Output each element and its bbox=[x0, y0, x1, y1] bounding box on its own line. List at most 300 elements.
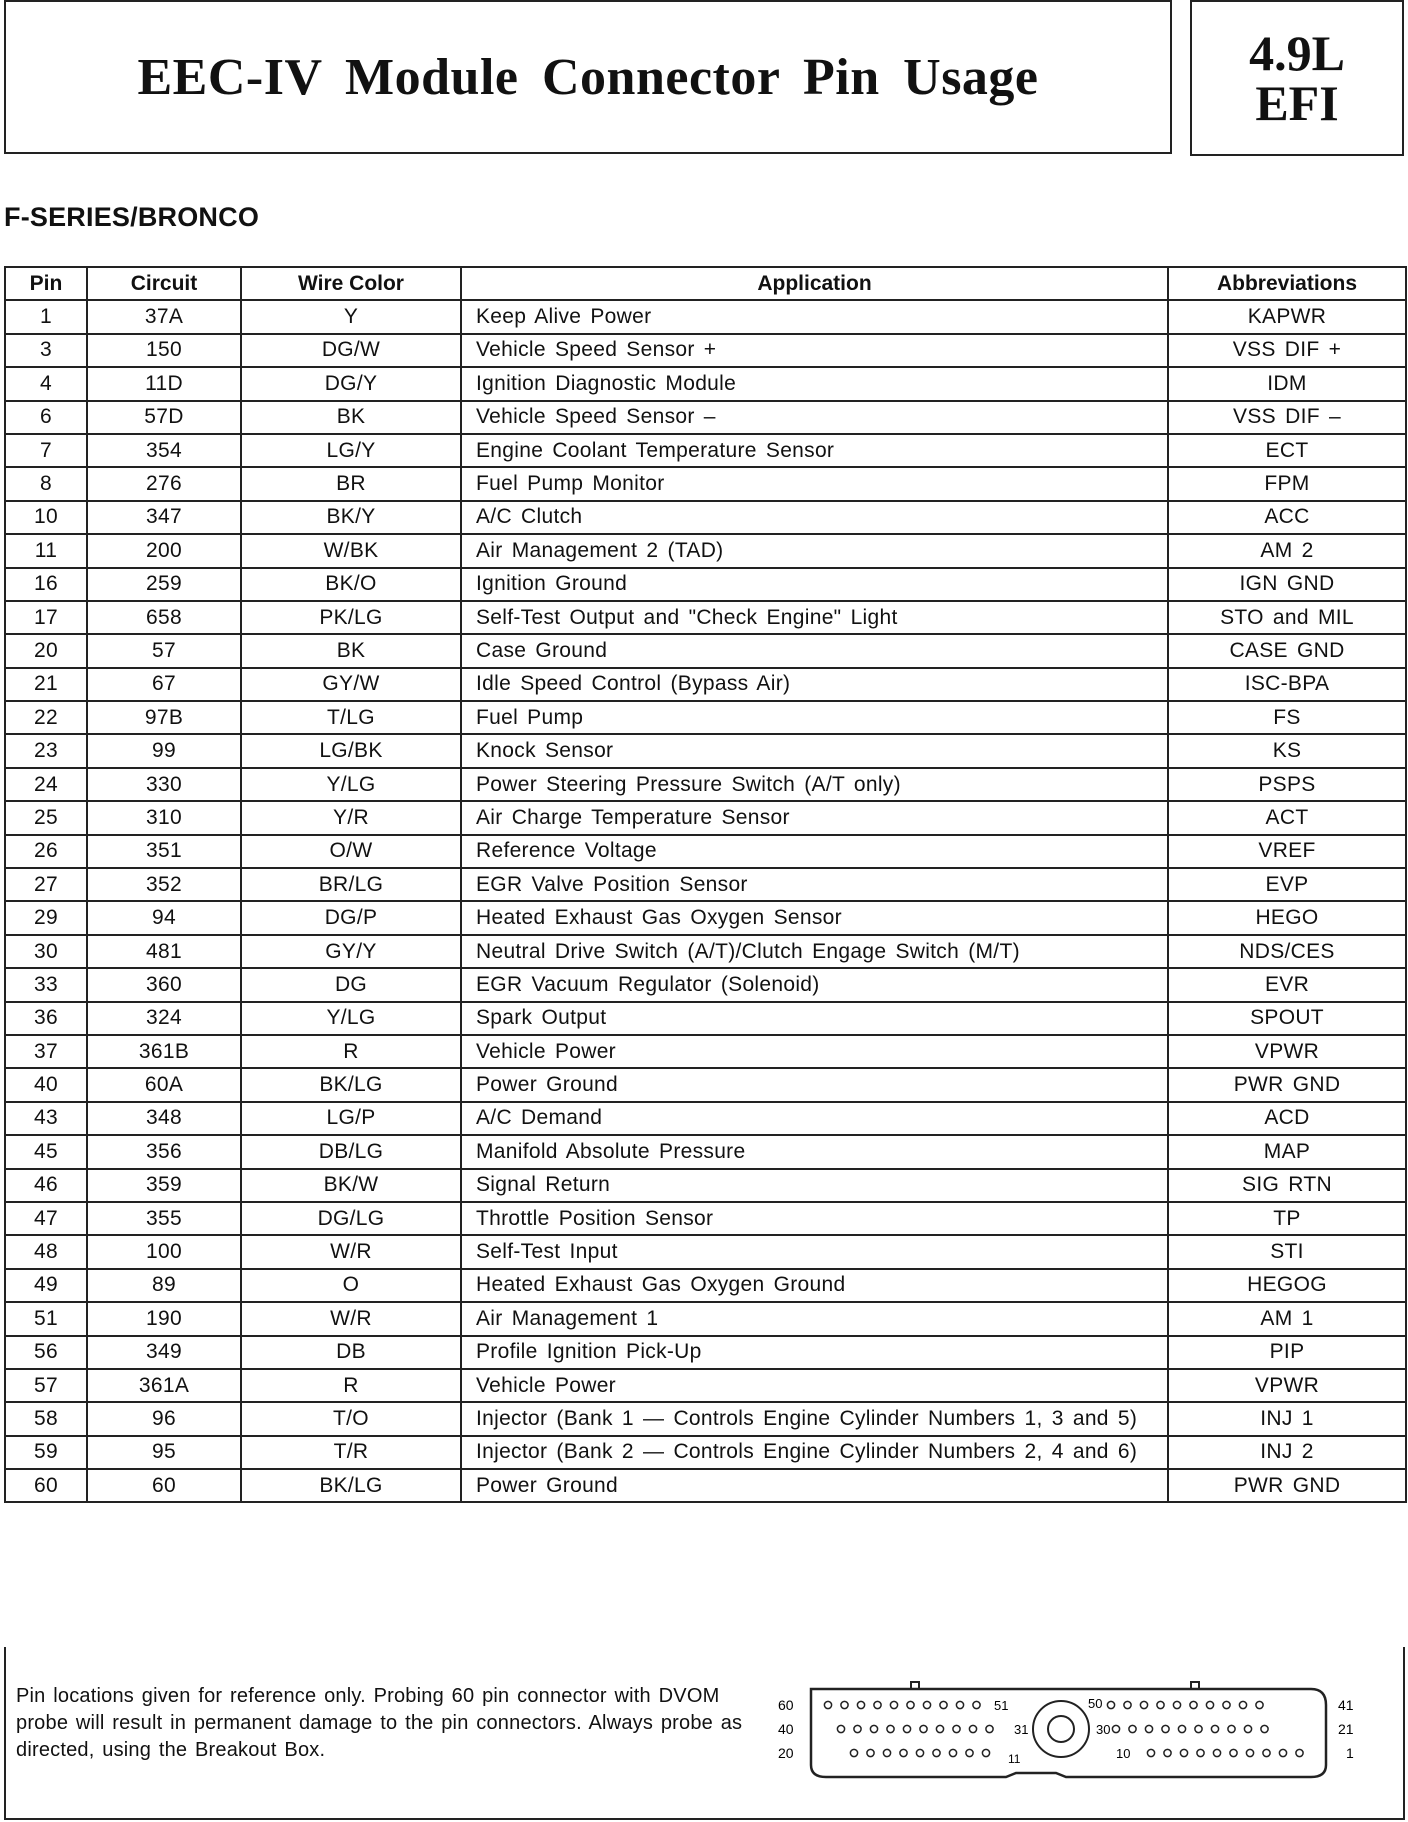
table-row bbox=[5, 501, 1406, 534]
pin-hole bbox=[1107, 1701, 1114, 1708]
pin-hole bbox=[966, 1749, 973, 1756]
cell-circuit: 60 bbox=[87, 1469, 241, 1502]
connector-label-40: 40 bbox=[778, 1721, 794, 1737]
cell-wire-color: PK/LG bbox=[241, 601, 461, 634]
cell-circuit: 360 bbox=[87, 968, 241, 1001]
pin-hole bbox=[1223, 1701, 1230, 1708]
connector-label-60: 60 bbox=[778, 1697, 794, 1713]
cell-application: Vehicle Power bbox=[461, 1035, 1168, 1068]
pin-hole bbox=[907, 1701, 914, 1708]
cell-wire-color: BK/Y bbox=[241, 501, 461, 534]
cell-abbreviation: ACT bbox=[1168, 801, 1406, 834]
cell-wire-color: BK/O bbox=[241, 568, 461, 601]
pin-usage-table bbox=[4, 266, 1407, 1503]
pin-hole bbox=[1261, 1725, 1268, 1732]
cell-abbreviation: EVP bbox=[1168, 868, 1406, 901]
cell-circuit: 347 bbox=[87, 501, 241, 534]
pin-hole bbox=[1178, 1725, 1185, 1732]
cell-circuit: 324 bbox=[87, 1002, 241, 1035]
cell-pin: 56 bbox=[5, 1336, 87, 1369]
cell-application: Ignition Ground bbox=[461, 568, 1168, 601]
cell-abbreviation: PWR GND bbox=[1168, 1469, 1406, 1502]
cell-application: Fuel Pump bbox=[461, 701, 1168, 734]
cell-circuit: 57D bbox=[87, 401, 241, 434]
cell-wire-color: BK/LG bbox=[241, 1068, 461, 1101]
pin-hole bbox=[1228, 1725, 1235, 1732]
col-header-abbreviations: Abbreviations bbox=[1168, 267, 1406, 300]
connector-label-11: 11 bbox=[1008, 1752, 1021, 1766]
cell-abbreviation: IDM bbox=[1168, 367, 1406, 400]
cell-pin: 36 bbox=[5, 1002, 87, 1035]
pin-hole bbox=[933, 1749, 940, 1756]
footer-panel bbox=[4, 1647, 1405, 1820]
cell-circuit: 37A bbox=[87, 300, 241, 333]
pin-hole bbox=[1173, 1701, 1180, 1708]
connector-label-41: 41 bbox=[1338, 1697, 1354, 1713]
cell-circuit: 310 bbox=[87, 801, 241, 834]
cell-abbreviation: PSPS bbox=[1168, 768, 1406, 801]
cell-wire-color: BR/LG bbox=[241, 868, 461, 901]
pin-hole bbox=[1246, 1749, 1253, 1756]
table-row bbox=[5, 668, 1406, 701]
cell-application: Heated Exhaust Gas Oxygen Sensor bbox=[461, 901, 1168, 934]
cell-application: Power Ground bbox=[461, 1068, 1168, 1101]
cell-abbreviation: STO and MIL bbox=[1168, 601, 1406, 634]
cell-circuit: 57 bbox=[87, 634, 241, 667]
page-title: EEC-IV Module Connector Pin Usage bbox=[137, 48, 1039, 106]
table-row bbox=[5, 935, 1406, 968]
table-row bbox=[5, 1002, 1406, 1035]
pin-hole bbox=[1213, 1749, 1220, 1756]
cell-abbreviation: AM 2 bbox=[1168, 534, 1406, 567]
cell-pin: 51 bbox=[5, 1302, 87, 1335]
cell-circuit: 11D bbox=[87, 367, 241, 400]
cell-abbreviation: FS bbox=[1168, 701, 1406, 734]
pin-hole bbox=[1112, 1725, 1119, 1732]
pin-hole bbox=[850, 1749, 857, 1756]
cell-application: Manifold Absolute Pressure bbox=[461, 1135, 1168, 1168]
cell-application: Idle Speed Control (Bypass Air) bbox=[461, 668, 1168, 701]
pin-hole bbox=[857, 1701, 864, 1708]
cell-pin: 59 bbox=[5, 1436, 87, 1469]
cell-application: Heated Exhaust Gas Oxygen Ground bbox=[461, 1269, 1168, 1302]
cell-application: Self-Test Input bbox=[461, 1235, 1168, 1268]
cell-abbreviation: VREF bbox=[1168, 835, 1406, 868]
pin-hole bbox=[874, 1701, 881, 1708]
cell-wire-color: T/O bbox=[241, 1402, 461, 1435]
pin-hole bbox=[920, 1725, 927, 1732]
pin-hole bbox=[986, 1725, 993, 1732]
cell-circuit: 359 bbox=[87, 1169, 241, 1202]
col-header-pin: Pin bbox=[5, 267, 87, 300]
cell-pin: 33 bbox=[5, 968, 87, 1001]
cell-application: Ignition Diagnostic Module bbox=[461, 367, 1168, 400]
cell-pin: 46 bbox=[5, 1169, 87, 1202]
table-row bbox=[5, 467, 1406, 500]
pin-hole bbox=[890, 1701, 897, 1708]
table-row bbox=[5, 968, 1406, 1001]
cell-wire-color: R bbox=[241, 1369, 461, 1402]
cell-circuit: 60A bbox=[87, 1068, 241, 1101]
cell-pin: 40 bbox=[5, 1068, 87, 1101]
pin-hole bbox=[1211, 1725, 1218, 1732]
table-row bbox=[5, 1402, 1406, 1435]
pin-hole bbox=[953, 1725, 960, 1732]
cell-pin: 6 bbox=[5, 401, 87, 434]
pin-hole bbox=[900, 1749, 907, 1756]
cell-abbreviation: ACD bbox=[1168, 1102, 1406, 1135]
cell-wire-color: R bbox=[241, 1035, 461, 1068]
cell-application: Vehicle Speed Sensor + bbox=[461, 334, 1168, 367]
cell-circuit: 361A bbox=[87, 1369, 241, 1402]
pin-hole bbox=[1263, 1749, 1270, 1756]
engine-displacement: 4.9L bbox=[1249, 25, 1345, 81]
cell-pin: 23 bbox=[5, 734, 87, 767]
cell-wire-color: Y bbox=[241, 300, 461, 333]
table-row bbox=[5, 1235, 1406, 1268]
cell-application: Spark Output bbox=[461, 1002, 1168, 1035]
pin-hole bbox=[837, 1725, 844, 1732]
pin-hole bbox=[1195, 1725, 1202, 1732]
cell-circuit: 361B bbox=[87, 1035, 241, 1068]
table-row bbox=[5, 1202, 1406, 1235]
cell-application: Air Management 1 bbox=[461, 1302, 1168, 1335]
table-row bbox=[5, 1369, 1406, 1402]
cell-wire-color: DB bbox=[241, 1336, 461, 1369]
cell-abbreviation: INJ 1 bbox=[1168, 1402, 1406, 1435]
pin-hole bbox=[1124, 1701, 1131, 1708]
cell-abbreviation: INJ 2 bbox=[1168, 1436, 1406, 1469]
cell-wire-color: BK/LG bbox=[241, 1469, 461, 1502]
cell-wire-color: W/R bbox=[241, 1235, 461, 1268]
cell-application: Reference Voltage bbox=[461, 835, 1168, 868]
table-row bbox=[5, 1169, 1406, 1202]
cell-circuit: 658 bbox=[87, 601, 241, 634]
connector-label-30: 30 bbox=[1096, 1722, 1111, 1737]
cell-application: EGR Vacuum Regulator (Solenoid) bbox=[461, 968, 1168, 1001]
pin-hole bbox=[883, 1749, 890, 1756]
pin-hole bbox=[1296, 1749, 1303, 1756]
cell-application: Injector (Bank 1 — Controls Engine Cylinder Numbers 1, 3 and 5) bbox=[461, 1402, 1168, 1435]
cell-application: Air Management 2 (TAD) bbox=[461, 534, 1168, 567]
table-row bbox=[5, 1135, 1406, 1168]
pin-hole bbox=[1239, 1701, 1246, 1708]
cell-pin: 48 bbox=[5, 1235, 87, 1268]
connector-label-10: 10 bbox=[1116, 1746, 1131, 1761]
cell-wire-color: BK bbox=[241, 401, 461, 434]
cell-application: Vehicle Speed Sensor – bbox=[461, 401, 1168, 434]
pin-hole bbox=[854, 1725, 861, 1732]
cell-pin: 20 bbox=[5, 634, 87, 667]
cell-pin: 22 bbox=[5, 701, 87, 734]
cell-circuit: 481 bbox=[87, 935, 241, 968]
cell-wire-color: LG/BK bbox=[241, 734, 461, 767]
table-row bbox=[5, 401, 1406, 434]
cell-pin: 17 bbox=[5, 601, 87, 634]
connector-label-50: 50 bbox=[1088, 1696, 1103, 1711]
table-row bbox=[5, 434, 1406, 467]
cell-wire-color: DG/LG bbox=[241, 1202, 461, 1235]
table-row bbox=[5, 734, 1406, 767]
cell-circuit: 95 bbox=[87, 1436, 241, 1469]
cell-application: Keep Alive Power bbox=[461, 300, 1168, 333]
cell-pin: 1 bbox=[5, 300, 87, 333]
pin-hole bbox=[940, 1701, 947, 1708]
cell-wire-color: LG/P bbox=[241, 1102, 461, 1135]
connector-pin-holes bbox=[824, 1701, 1303, 1756]
cell-wire-color: GY/W bbox=[241, 668, 461, 701]
cell-pin: 27 bbox=[5, 868, 87, 901]
connector-label-31: 31 bbox=[1014, 1722, 1029, 1737]
cell-application: Fuel Pump Monitor bbox=[461, 467, 1168, 500]
cell-circuit: 355 bbox=[87, 1202, 241, 1235]
table-row bbox=[5, 1336, 1406, 1369]
cell-application: Power Steering Pressure Switch (A/T only) bbox=[461, 768, 1168, 801]
cell-circuit: 89 bbox=[87, 1269, 241, 1302]
cell-application: Engine Coolant Temperature Sensor bbox=[461, 434, 1168, 467]
pin-hole bbox=[956, 1701, 963, 1708]
cell-abbreviation: EVR bbox=[1168, 968, 1406, 1001]
cell-pin: 29 bbox=[5, 901, 87, 934]
cell-abbreviation: IGN GND bbox=[1168, 568, 1406, 601]
cell-abbreviation: VPWR bbox=[1168, 1369, 1406, 1402]
cell-circuit: 330 bbox=[87, 768, 241, 801]
table-row bbox=[5, 1102, 1406, 1135]
cell-pin: 21 bbox=[5, 668, 87, 701]
cell-circuit: 190 bbox=[87, 1302, 241, 1335]
table-row bbox=[5, 601, 1406, 634]
col-header-wire-color: Wire Color bbox=[241, 267, 461, 300]
cell-wire-color: DB/LG bbox=[241, 1135, 461, 1168]
engine-fuel-system: EFI bbox=[1255, 75, 1339, 131]
connector-label-21: 21 bbox=[1338, 1721, 1354, 1737]
cell-pin: 58 bbox=[5, 1402, 87, 1435]
pin-hole bbox=[1279, 1749, 1286, 1756]
cell-pin: 30 bbox=[5, 935, 87, 968]
table-row bbox=[5, 1302, 1406, 1335]
table-row bbox=[5, 701, 1406, 734]
pin-hole bbox=[903, 1725, 910, 1732]
cell-pin: 25 bbox=[5, 801, 87, 834]
pin-hole bbox=[1197, 1749, 1204, 1756]
cell-pin: 45 bbox=[5, 1135, 87, 1168]
cell-abbreviation: PWR GND bbox=[1168, 1068, 1406, 1101]
pin-hole bbox=[1145, 1725, 1152, 1732]
pin-hole bbox=[1244, 1725, 1251, 1732]
table-row bbox=[5, 534, 1406, 567]
pin-hole bbox=[841, 1701, 848, 1708]
cell-circuit: 356 bbox=[87, 1135, 241, 1168]
cell-pin: 60 bbox=[5, 1469, 87, 1502]
cell-abbreviation: FPM bbox=[1168, 467, 1406, 500]
cell-wire-color: DG/W bbox=[241, 334, 461, 367]
table-row bbox=[5, 1068, 1406, 1101]
cell-pin: 37 bbox=[5, 1035, 87, 1068]
cell-circuit: 351 bbox=[87, 835, 241, 868]
cell-abbreviation: PIP bbox=[1168, 1336, 1406, 1369]
engine-badge bbox=[1190, 0, 1404, 156]
cell-abbreviation: TP bbox=[1168, 1202, 1406, 1235]
cell-pin: 3 bbox=[5, 334, 87, 367]
pin-hole bbox=[916, 1749, 923, 1756]
cell-wire-color: W/R bbox=[241, 1302, 461, 1335]
cell-wire-color: O bbox=[241, 1269, 461, 1302]
cell-wire-color: BR bbox=[241, 467, 461, 500]
cell-wire-color: LG/Y bbox=[241, 434, 461, 467]
cell-pin: 26 bbox=[5, 835, 87, 868]
cell-circuit: 67 bbox=[87, 668, 241, 701]
connector-label-1: 1 bbox=[1346, 1745, 1354, 1761]
cell-wire-color: Y/LG bbox=[241, 768, 461, 801]
cell-abbreviation: KAPWR bbox=[1168, 300, 1406, 333]
cell-application: EGR Valve Position Sensor bbox=[461, 868, 1168, 901]
pin-hole bbox=[1140, 1701, 1147, 1708]
pin-hole bbox=[982, 1749, 989, 1756]
cell-abbreviation: VSS DIF – bbox=[1168, 401, 1406, 434]
cell-wire-color: DG bbox=[241, 968, 461, 1001]
cell-abbreviation: ISC-BPA bbox=[1168, 668, 1406, 701]
col-header-application: Application bbox=[461, 267, 1168, 300]
connector-center-bolt-inner bbox=[1048, 1716, 1074, 1742]
cell-abbreviation: KS bbox=[1168, 734, 1406, 767]
cell-pin: 49 bbox=[5, 1269, 87, 1302]
table-row bbox=[5, 1436, 1406, 1469]
cell-abbreviation: SIG RTN bbox=[1168, 1169, 1406, 1202]
table-row bbox=[5, 868, 1406, 901]
cell-wire-color: W/BK bbox=[241, 534, 461, 567]
cell-application: Throttle Position Sensor bbox=[461, 1202, 1168, 1235]
table-row bbox=[5, 1035, 1406, 1068]
cell-circuit: 259 bbox=[87, 568, 241, 601]
pin-hole bbox=[949, 1749, 956, 1756]
cell-application: Neutral Drive Switch (A/T)/Clutch Engage Switch (M/T) bbox=[461, 935, 1168, 968]
cell-abbreviation: STI bbox=[1168, 1235, 1406, 1268]
cell-circuit: 349 bbox=[87, 1336, 241, 1369]
cell-wire-color: T/R bbox=[241, 1436, 461, 1469]
table-row bbox=[5, 801, 1406, 834]
cell-application: Power Ground bbox=[461, 1469, 1168, 1502]
cell-pin: 47 bbox=[5, 1202, 87, 1235]
connector-center-bolt-outer bbox=[1033, 1701, 1089, 1757]
cell-pin: 24 bbox=[5, 768, 87, 801]
cell-wire-color: DG/Y bbox=[241, 367, 461, 400]
cell-wire-color: GY/Y bbox=[241, 935, 461, 968]
cell-wire-color: O/W bbox=[241, 835, 461, 868]
cell-abbreviation: VSS DIF + bbox=[1168, 334, 1406, 367]
cell-application: Air Charge Temperature Sensor bbox=[461, 801, 1168, 834]
col-header-circuit: Circuit bbox=[87, 267, 241, 300]
connector-label-51: 51 bbox=[994, 1698, 1009, 1713]
cell-application: A/C Clutch bbox=[461, 501, 1168, 534]
table-row bbox=[5, 901, 1406, 934]
pin-hole bbox=[1230, 1749, 1237, 1756]
cell-wire-color: BK/W bbox=[241, 1169, 461, 1202]
cell-wire-color: Y/R bbox=[241, 801, 461, 834]
pin-hole bbox=[923, 1701, 930, 1708]
pin-hole bbox=[867, 1749, 874, 1756]
table-row bbox=[5, 1269, 1406, 1302]
cell-circuit: 352 bbox=[87, 868, 241, 901]
table-row bbox=[5, 300, 1406, 333]
cell-wire-color: Y/LG bbox=[241, 1002, 461, 1035]
cell-application: Signal Return bbox=[461, 1169, 1168, 1202]
connector-label-20: 20 bbox=[778, 1745, 794, 1761]
cell-circuit: 97B bbox=[87, 701, 241, 734]
cell-pin: 4 bbox=[5, 367, 87, 400]
cell-abbreviation: HEGOG bbox=[1168, 1269, 1406, 1302]
table-row bbox=[5, 367, 1406, 400]
cell-circuit: 348 bbox=[87, 1102, 241, 1135]
cell-pin: 43 bbox=[5, 1102, 87, 1135]
pin-hole bbox=[870, 1725, 877, 1732]
cell-application: Self-Test Output and "Check Engine" Light bbox=[461, 601, 1168, 634]
cell-application: Profile Ignition Pick-Up bbox=[461, 1336, 1168, 1369]
cell-application: A/C Demand bbox=[461, 1102, 1168, 1135]
cell-circuit: 276 bbox=[87, 467, 241, 500]
pin-hole bbox=[1129, 1725, 1136, 1732]
cell-pin: 11 bbox=[5, 534, 87, 567]
connector-diagram bbox=[766, 1677, 1366, 1787]
cell-circuit: 96 bbox=[87, 1402, 241, 1435]
cell-abbreviation: AM 1 bbox=[1168, 1302, 1406, 1335]
cell-circuit: 100 bbox=[87, 1235, 241, 1268]
cell-wire-color: T/LG bbox=[241, 701, 461, 734]
table-header-row bbox=[5, 267, 1406, 300]
pin-hole bbox=[1162, 1725, 1169, 1732]
cell-circuit: 94 bbox=[87, 901, 241, 934]
cell-abbreviation: VPWR bbox=[1168, 1035, 1406, 1068]
cell-circuit: 200 bbox=[87, 534, 241, 567]
cell-application: Case Ground bbox=[461, 634, 1168, 667]
pin-hole bbox=[936, 1725, 943, 1732]
pin-hole bbox=[887, 1725, 894, 1732]
pin-hole bbox=[969, 1725, 976, 1732]
table-row bbox=[5, 334, 1406, 367]
cell-pin: 8 bbox=[5, 467, 87, 500]
pin-hole bbox=[824, 1701, 831, 1708]
pin-hole bbox=[1256, 1701, 1263, 1708]
table-row bbox=[5, 634, 1406, 667]
pin-hole bbox=[1164, 1749, 1171, 1756]
cell-wire-color: DG/P bbox=[241, 901, 461, 934]
table-row bbox=[5, 568, 1406, 601]
pin-hole bbox=[973, 1701, 980, 1708]
cell-abbreviation: HEGO bbox=[1168, 901, 1406, 934]
table-row bbox=[5, 768, 1406, 801]
cell-pin: 7 bbox=[5, 434, 87, 467]
cell-abbreviation: ACC bbox=[1168, 501, 1406, 534]
cell-pin: 57 bbox=[5, 1369, 87, 1402]
section-title: F-SERIES/BRONCO bbox=[4, 202, 260, 232]
table-row bbox=[5, 835, 1406, 868]
cell-abbreviation: MAP bbox=[1168, 1135, 1406, 1168]
cell-pin: 10 bbox=[5, 501, 87, 534]
cell-abbreviation: ECT bbox=[1168, 434, 1406, 467]
cell-application: Knock Sensor bbox=[461, 734, 1168, 767]
cell-abbreviation: NDS/CES bbox=[1168, 935, 1406, 968]
cell-wire-color: BK bbox=[241, 634, 461, 667]
cell-abbreviation: SPOUT bbox=[1168, 1002, 1406, 1035]
cell-application: Injector (Bank 2 — Controls Engine Cylinder Numbers 2, 4 and 6) bbox=[461, 1436, 1168, 1469]
pin-hole bbox=[1147, 1749, 1154, 1756]
pin-hole bbox=[1180, 1749, 1187, 1756]
title-box bbox=[4, 0, 1172, 154]
cell-circuit: 150 bbox=[87, 334, 241, 367]
cell-circuit: 99 bbox=[87, 734, 241, 767]
cell-application: Vehicle Power bbox=[461, 1369, 1168, 1402]
pin-hole bbox=[1157, 1701, 1164, 1708]
pin-hole bbox=[1190, 1701, 1197, 1708]
